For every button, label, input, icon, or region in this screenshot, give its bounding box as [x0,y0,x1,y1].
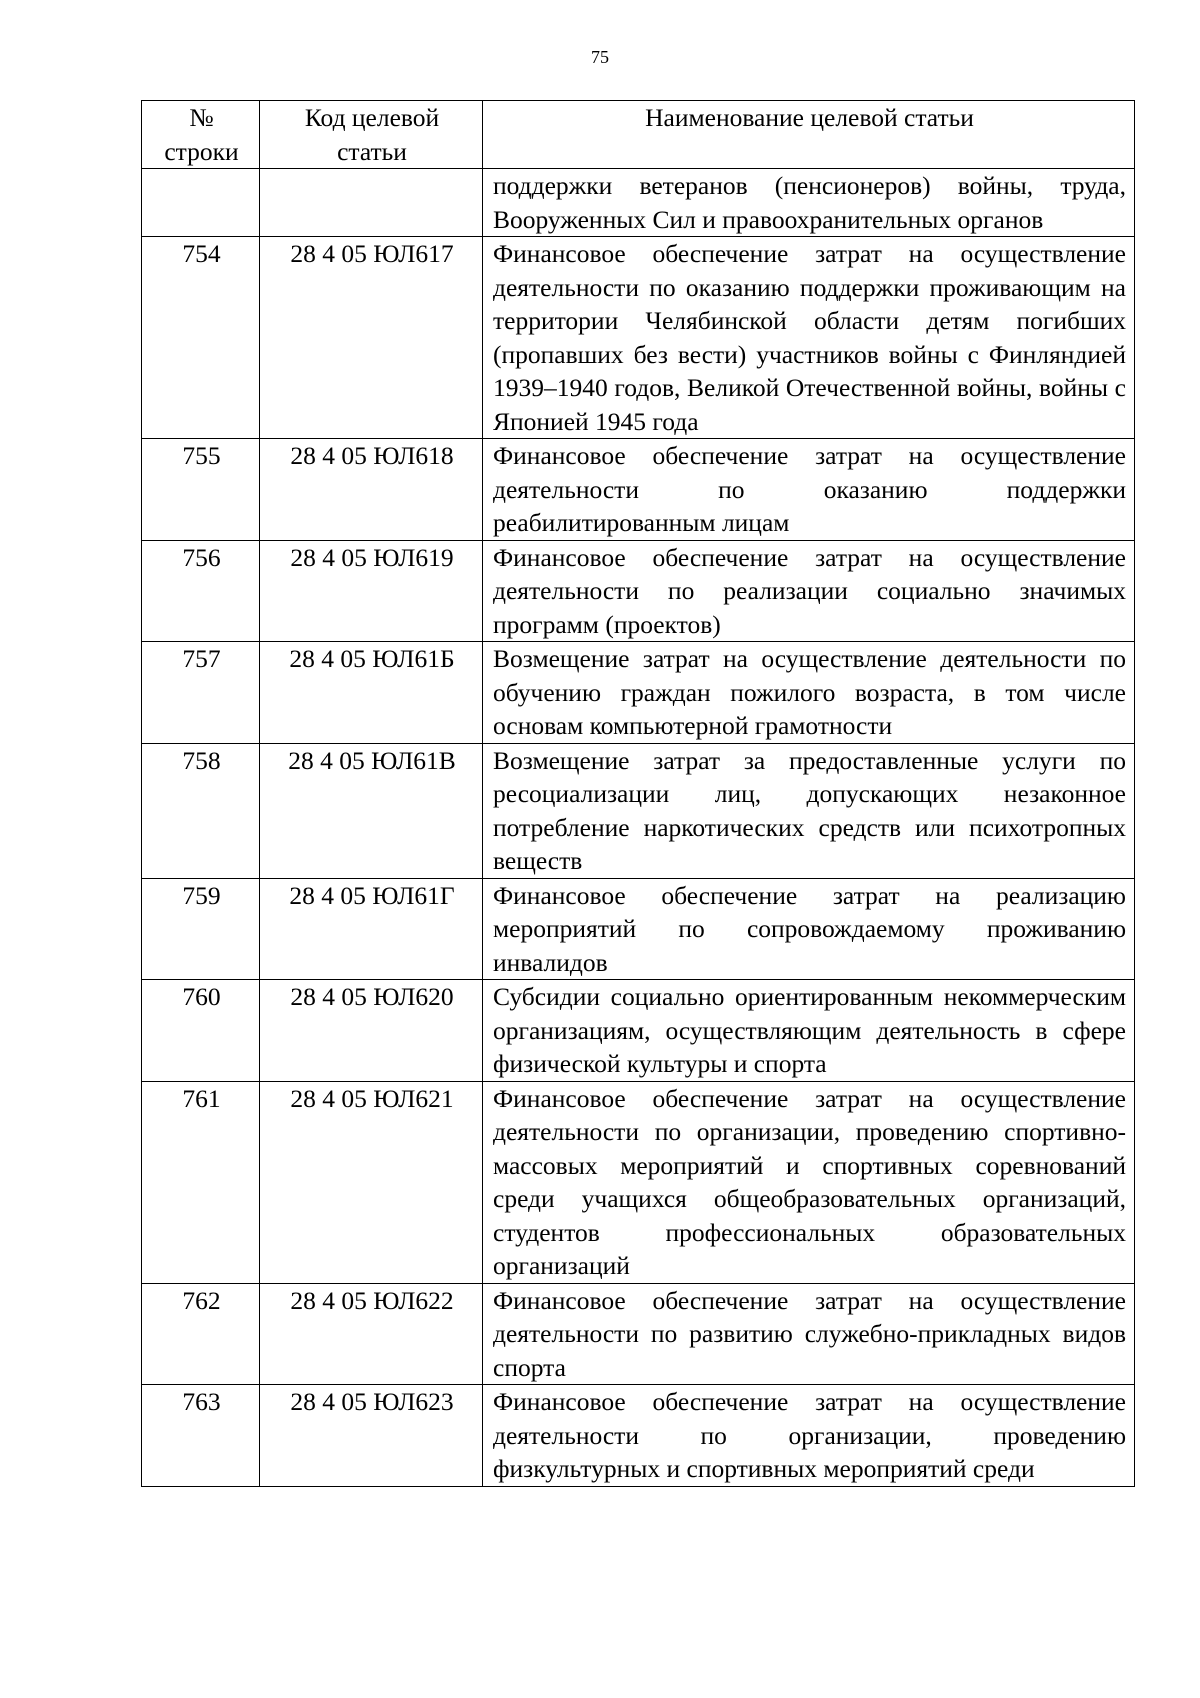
header-article-code-line1: Код целевой [304,103,440,132]
article-code: 28 4 05 ЮЛ61Г [260,878,483,980]
article-name: Финансовое обеспечение затрат на осуществление деятельности по оказанию поддержки проживающим на территории Челябинской области детям погибших (пропавших без вести) участников войны с Финляндией 1939–1940 годов, Великой Отечественной войны, войны с Японией 1945 года [483,237,1135,439]
table-row [142,878,1135,980]
article-name: Финансовое обеспечение затрат на осуществление деятельности по оказанию поддержки реабилитированным лицам [483,439,1135,541]
header-row-number-line2: строки [164,136,239,166]
table-row [142,1081,1135,1283]
budget-target-articles-table [141,100,1135,1487]
header-article-name: Наименование целевой статьи [483,101,1135,169]
table-row [142,540,1135,642]
row-number: 761 [142,1081,260,1283]
table-row [142,642,1135,744]
row-number: 754 [142,237,260,439]
article-name: Возмещение затрат на осуществление деятельности по обучению граждан пожилого возраста, в том числе основам компьютерной грамотности [483,642,1135,744]
article-name: Финансовое обеспечение затрат на осуществление деятельности по реализации социально значимых программ (проектов) [483,540,1135,642]
table-row [142,439,1135,541]
table-row [142,237,1135,439]
article-code: 28 4 05 ЮЛ619 [260,540,483,642]
row-number: 756 [142,540,260,642]
article-name: поддержки ветеранов (пенсионеров) войны, труда, Вооруженных Сил и правоохранительных органов [483,169,1135,237]
row-number: 758 [142,743,260,878]
header-article-code [260,101,483,169]
row-number: 760 [142,980,260,1082]
article-name: Финансовое обеспечение затрат на осуществление деятельности по организации, проведению физкультурных и спортивных мероприятий среди [483,1385,1135,1487]
row-number: 757 [142,642,260,744]
table-header-row [142,101,1135,169]
table-row [142,1283,1135,1385]
article-name: Финансовое обеспечение затрат на осуществление деятельности по развитию служебно-прикладных видов спорта [483,1283,1135,1385]
article-code: 28 4 05 ЮЛ620 [260,980,483,1082]
row-number [142,169,260,237]
article-name: Субсидии социально ориентированным некоммерческим организациям, осуществляющим деятельность в сфере физической культуры и спорта [483,980,1135,1082]
article-name: Финансовое обеспечение затрат на осуществление деятельности по организации, проведению спортивно-массовых мероприятий и спортивных соревнований среди учащихся общеобразовательных организаций, студентов профессиональных образовательных организаций [483,1081,1135,1283]
article-name: Финансовое обеспечение затрат на реализацию мероприятий по сопровождаемому проживанию инвалидов [483,878,1135,980]
row-number: 759 [142,878,260,980]
article-code: 28 4 05 ЮЛ622 [260,1283,483,1385]
page-number: 75 [591,47,609,67]
table-row [142,169,1135,237]
header-row-number-line1: № [189,103,214,132]
article-code [260,169,483,237]
row-number: 763 [142,1385,260,1487]
article-code: 28 4 05 ЮЛ617 [260,237,483,439]
article-code: 28 4 05 ЮЛ61В [260,743,483,878]
row-number: 755 [142,439,260,541]
row-number: 762 [142,1283,260,1385]
table-row [142,1385,1135,1487]
article-code: 28 4 05 ЮЛ618 [260,439,483,541]
article-code: 28 4 05 ЮЛ621 [260,1081,483,1283]
article-code: 28 4 05 ЮЛ623 [260,1385,483,1487]
header-row-number [142,101,260,169]
article-code: 28 4 05 ЮЛ61Б [260,642,483,744]
table-row [142,743,1135,878]
header-article-code-line2: статьи [337,136,407,166]
article-name: Возмещение затрат за предоставленные услуги по ресоциализации лиц, допускающих незаконное потребление наркотических средств или психотропных веществ [483,743,1135,878]
table-row [142,980,1135,1082]
